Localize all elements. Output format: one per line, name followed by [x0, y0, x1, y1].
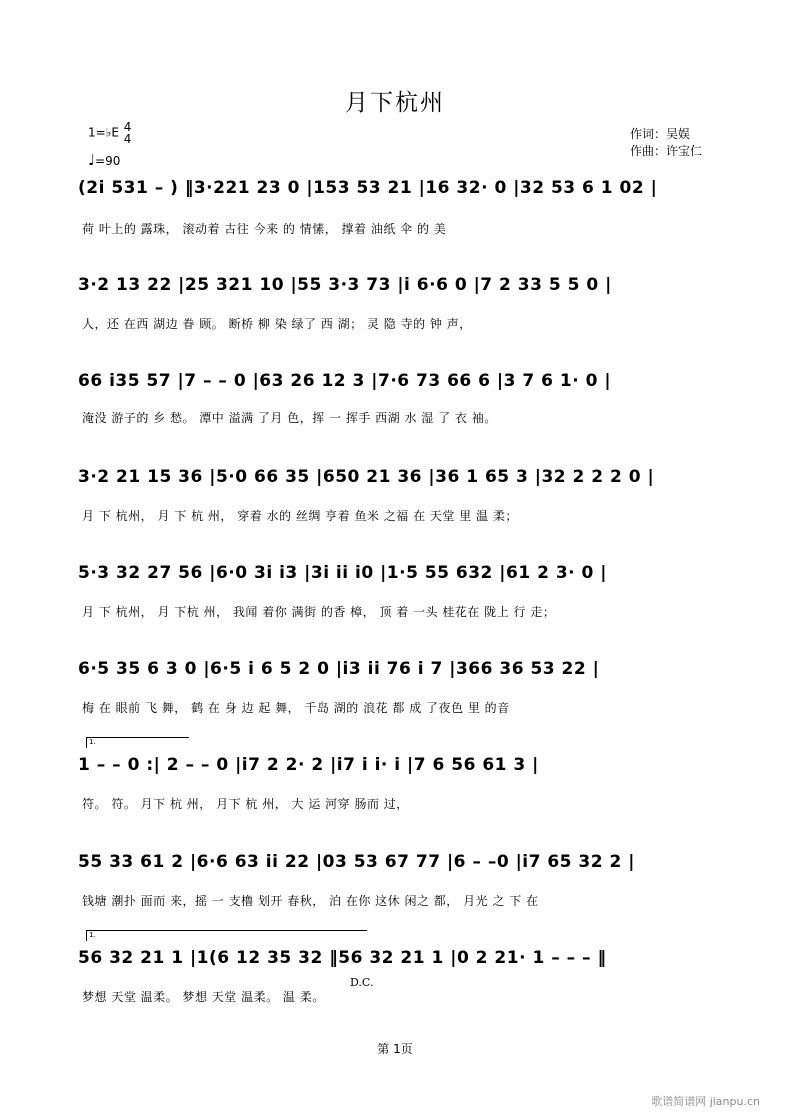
lyrics-line: 荷 叶上的 露珠， 滚动着 古往 今来 的 情愫， 撑着 油纸 伞 的 美: [82, 222, 447, 236]
flat-sign: ♭: [105, 125, 112, 140]
lyricist: 作词：吴娱: [630, 127, 691, 141]
notes-line: 5·3 32 27 56 |6·0 3i i3 |3i ii i0 |1·5 55 632 |61 2 3· 0 |: [78, 563, 607, 583]
lyrics-line: 钱塘 潮扑 面而 来，摇 一 支橹 划开 春秋， 泊 在你 这休 闲之 都， 月光 之 下 在: [82, 894, 539, 908]
notes-line: 66 i35 57 |7 – – 0 |63 26 12 3 |7·6 73 66 6 |3 7 6 1· 0 |: [78, 371, 612, 391]
tempo-value: =90: [95, 154, 121, 168]
volta-bracket: 1.: [86, 737, 189, 748]
watermark: 歌谱简谱网 jianpu.cn: [651, 1095, 760, 1108]
notes-line: 55 33 61 2 |6·6 63 ii 22 |03 53 67 77 |6 – –0 |i7 65 32 2 |: [78, 852, 635, 872]
lyrics-line: 梦想 天堂 温柔。 梦想 天堂 温柔。 温 柔。: [82, 990, 325, 1004]
page-title: 月下杭州: [345, 90, 445, 116]
notes-line: 56 32 21 1 |1(6 12 35 32 ‖56 32 21 1 |0 2 21· 1 – – – ‖: [78, 948, 607, 968]
time-top: 4: [123, 120, 132, 134]
lyrics-line: 月 下 杭州， 月 下 杭 州， 穿着 水的 丝绸 亨着 鱼米 之福 在 天堂 里 温 柔；: [82, 509, 518, 523]
key-prefix: 1=: [88, 125, 106, 140]
page-number: 第 1页: [377, 1042, 413, 1056]
key-note: E: [111, 125, 119, 140]
lyrics-line: 梅 在 眼前 飞 舞， 鹤 在 身 边 起 舞， 千岛 湖的 浪花 都 成 了夜色 里 的音: [82, 701, 510, 715]
time-signature: [124, 121, 132, 145]
lyrics-line: 符。 符。 月下 杭 州， 月下 杭 州， 大 运 河穿 肠而 过，: [82, 797, 409, 811]
composer: 作曲：许宝仁: [630, 144, 703, 158]
notes-line: 1 – – 0 :| 2 – – 0 |i7 2 2· 2 |i7 i i· i |7 6 56 61 3 |: [78, 755, 539, 775]
tempo-mark: [88, 151, 120, 169]
lyrics-line: 月 下 杭州， 月 下杭 州， 我闻 着你 满街 的香 樟， 顶 着 一头 桂花在 陇上 行 走；: [82, 605, 556, 619]
notes-line: (2i 531 – ) ‖3·221 23 0 |153 53 21 |16 32· 0 |32 53 6 1 02 |: [78, 178, 658, 198]
lyrics-line: 人，还 在西 湖边 眷 顾。 断桥 柳 染 绿了 西 湖； 灵 隐 寺的 钟 声，: [82, 317, 472, 331]
quarter-note-icon: ♩: [88, 151, 96, 169]
key-signature: [88, 121, 131, 145]
dc-mark: D.C.: [350, 976, 374, 989]
notes-line: 3·2 21 15 36 |5·0 66 35 |650 21 36 |36 1 65 3 |32 2 2 2 0 |: [78, 467, 655, 487]
notes-line: 3·2 13 22 |25 321 10 |55 3·3 73 |i 6·6 0 |7 2 33 5 5 0 |: [78, 275, 612, 295]
lyrics-line: 淹没 游子的 乡 愁。 潭中 溢满 了月 色，挥 一 挥手 西湖 水 湿 了 衣 袖。: [82, 411, 497, 425]
volta-bracket: 1.: [86, 930, 367, 941]
notes-line: 6·5 35 6 3 0 |6·5 i 6 5 2 0 |i3 ii 76 i 7 |366 36 53 22 |: [78, 659, 600, 679]
time-bottom: 4: [123, 132, 132, 146]
credits: [630, 126, 702, 160]
